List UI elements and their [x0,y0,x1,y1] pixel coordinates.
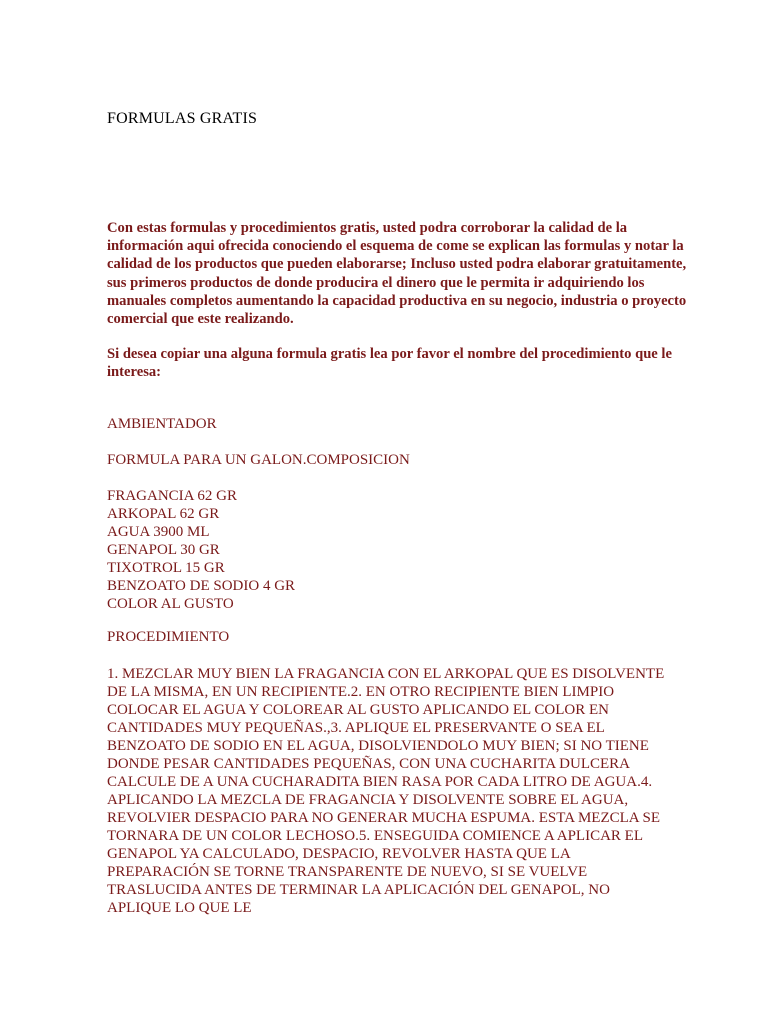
product-name-heading: AMBIENTADOR [107,416,217,432]
formula-heading: FORMULA PARA UN GALON.COMPOSICION [107,452,410,468]
ingredient-item: COLOR AL GUSTO [107,596,234,612]
procedure-heading: PROCEDIMIENTO [107,629,230,645]
ingredient-item: GENAPOL 30 GR [107,542,220,558]
ingredient-item: BENZOATO DE SODIO 4 GR [107,578,296,594]
document-title: FORMULAS GRATIS [107,110,258,127]
copy-instructions-paragraph: Si desea copiar una alguna formula gratis lea por favor el nombre del procedimiento que le interesa: [107,346,672,381]
intro-paragraph: Con estas formulas y procedimientos gratis, usted podra corroborar la calidad de la información aqui ofrecida conociendo el esquema de come se explican las formulas y notar la calidad de los productos que pueden elaborarse; Incluso usted podra elaborar gratuitamente, sus primeros productos de donde producira el dinero que le permita ir adquiriendo los manuales completos aumentando la capacidad productiva en su negocio, industria o proyecto comercial que este realizando. [107,220,687,328]
ingredient-item: FRAGANCIA 62 GR [107,488,238,504]
ingredient-item: ARKOPAL 62 GR [107,506,220,522]
ingredient-list [107,487,295,613]
procedure-paragraph: 1. MEZCLAR MUY BIEN LA FRAGANCIA CON EL ARKOPAL QUE ES DISOLVENTE DE LA MISMA, EN UN RECIPIENTE.2. EN OTRO RECIPIENTE BIEN LIMPIO COLOCAR EL AGUA Y COLOREAR AL GUSTO APLICANDO EL COLOR EN CANTIDADES MUY PEQUEÑAS.,3. APLIQUE EL PRESERVANTE O SEA EL BENZOATO DE SODIO EN EL AGUA, DISOLVIENDOLO MUY BIEN; SI NO TIENE DONDE PESAR CANTIDADES PEQUEÑAS, CON UNA CUCHARITA DULCERA CALCULE DE A UNA CUCHARADITA BIEN RASA POR CADA LITRO DE AGUA.4. APLICANDO LA MEZCLA DE FRAGANCIA Y DISOLVENTE SOBRE EL AGUA, REVOLVIER DESPACIO PARA NO GENERAR MUCHA ESPUMA. ESTA MEZCLA SE TORNARA DE UN COLOR LECHOSO.5. ENSEGUIDA COMIENCE A APLICAR EL GENAPOL YA CALCULADO, DESPACIO, REVOLVER HASTA QUE LA PREPARACIÓN SE TORNE TRANSPARENTE DE NUEVO, SI SE VUELVE TRASLUCIDA ANTES DE TERMINAR LA APLICACIÓN DEL GENAPOL, NO APLIQUE LO QUE LE [107,666,665,916]
ingredient-item: AGUA 3900 ML [107,524,210,540]
ingredient-item: TIXOTROL 15 GR [107,560,225,576]
